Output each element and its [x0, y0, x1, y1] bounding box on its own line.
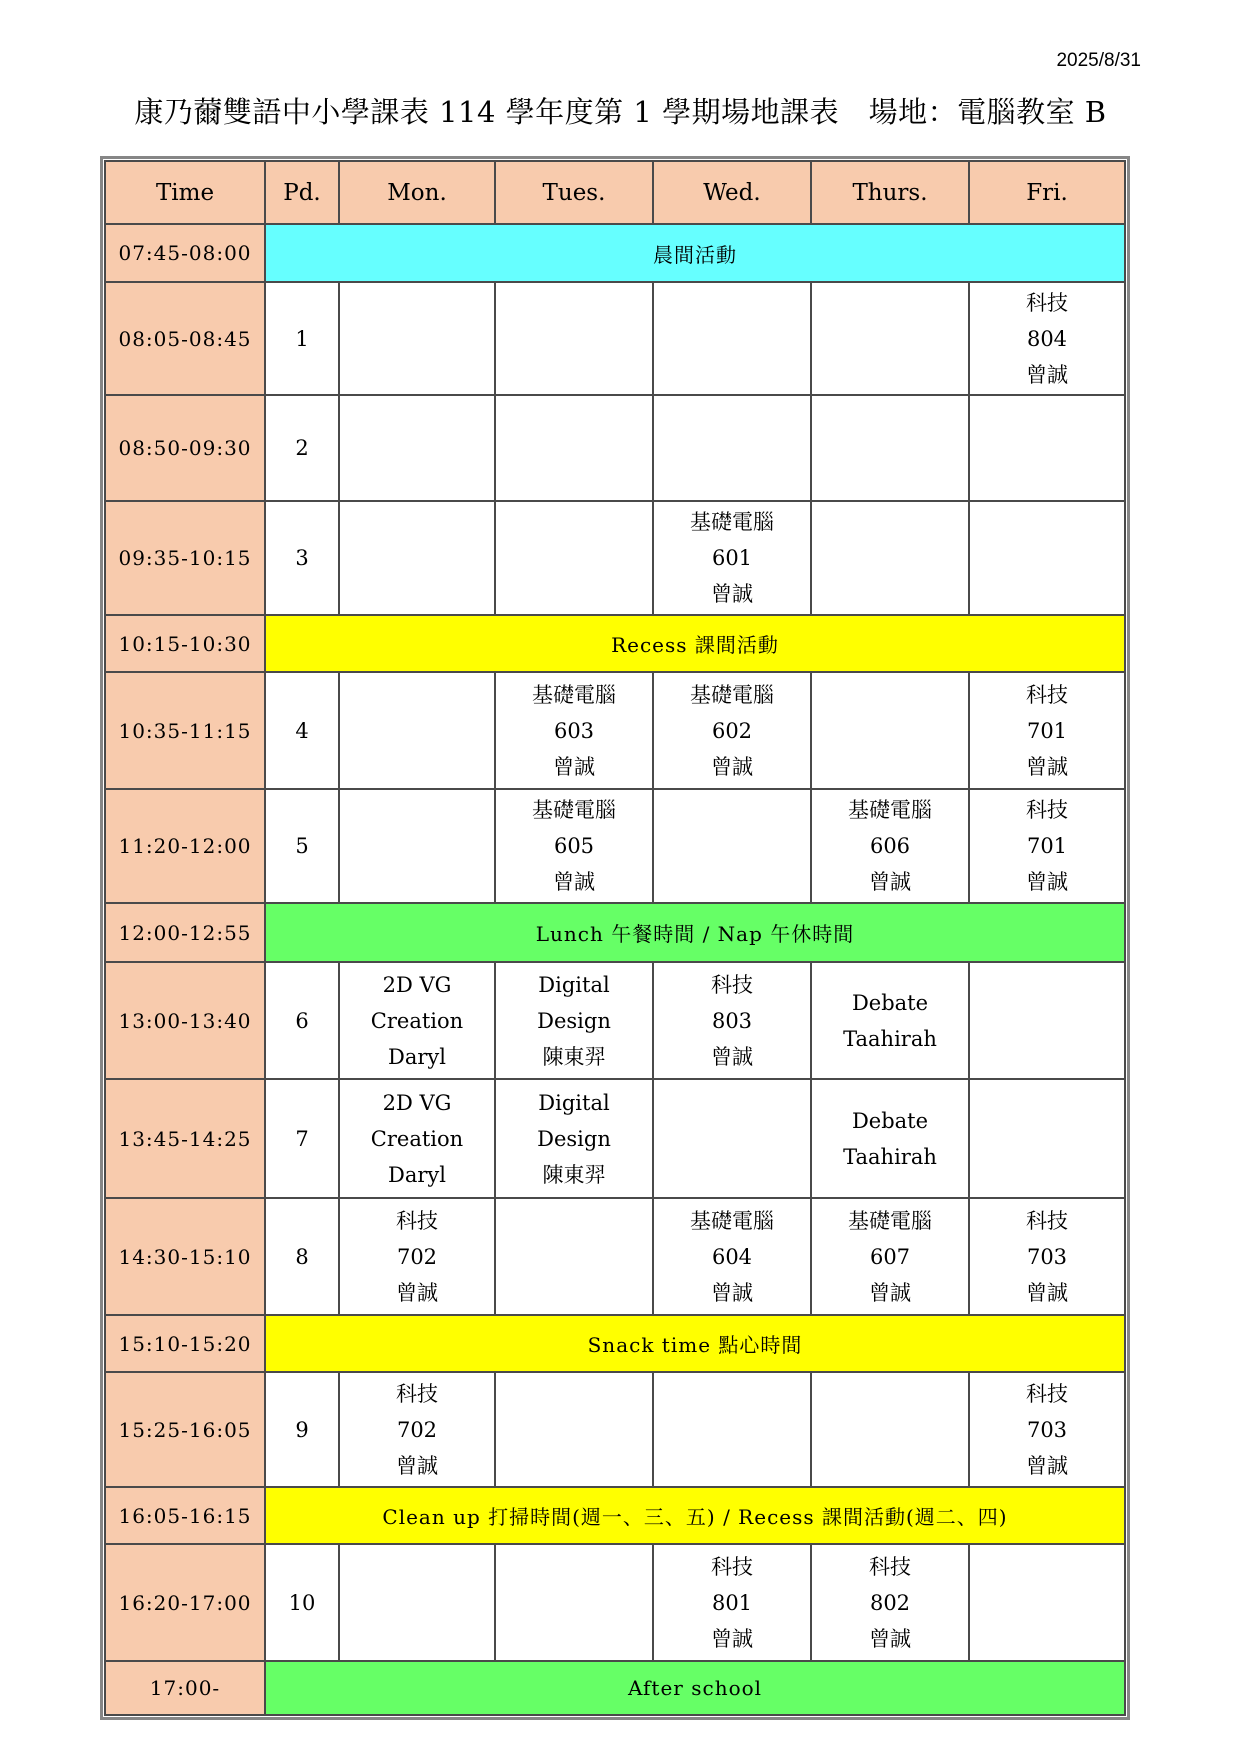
course-line: 703 — [1026, 1244, 1068, 1269]
course-line: Taahirah — [843, 1026, 937, 1051]
period-number-cell: 8 — [265, 1198, 339, 1315]
course-cell-thurs — [811, 1198, 969, 1315]
course-line: Creation — [370, 1008, 464, 1033]
course-cell-mon — [339, 501, 495, 615]
course-line: 607 — [869, 1244, 911, 1269]
course-cell-thurs — [811, 672, 969, 789]
course-cell-thurs — [811, 789, 969, 903]
course-line: 804 — [1026, 326, 1068, 351]
course-cell-wed — [653, 282, 811, 395]
course-line: 科技 — [396, 1208, 438, 1233]
course-line: 605 — [553, 834, 595, 858]
period-row — [105, 501, 1125, 615]
time-cell: 09:35-10:15 — [105, 501, 265, 615]
course-cell-thurs — [811, 501, 969, 615]
time-cell: 17:00- — [105, 1661, 265, 1715]
column-header-tues: Tues. — [495, 161, 653, 224]
banner-cell: Lunch 午餐時間 / Nap 午休時間 — [265, 903, 1125, 962]
course-line: 科技 — [1026, 1208, 1068, 1233]
course-line: 陳東羿 — [542, 1044, 606, 1069]
course-line: 曾誠 — [711, 582, 753, 606]
course-cell-wed — [653, 1198, 811, 1315]
course-cell-tues — [495, 1198, 653, 1315]
course-line: 基礎電腦 — [690, 1208, 774, 1233]
course-line: Design — [537, 1126, 611, 1151]
course-line: 科技 — [396, 1381, 438, 1406]
course-cell-fri — [969, 1079, 1125, 1198]
time-cell: 16:05-16:15 — [105, 1487, 265, 1544]
course-cell-mon — [339, 1544, 495, 1661]
period-number-cell: 9 — [265, 1372, 339, 1487]
course-line: 曾誠 — [869, 1626, 911, 1651]
course-cell-tues — [495, 789, 653, 903]
course-line: 603 — [553, 718, 595, 743]
course-cell-mon — [339, 395, 495, 501]
course-cell-wed — [653, 789, 811, 903]
course-cell-wed — [653, 962, 811, 1079]
course-line: 801 — [711, 1590, 753, 1615]
period-row — [105, 962, 1125, 1079]
course-line: 601 — [711, 546, 753, 570]
course-cell-tues — [495, 282, 653, 395]
course-line: Debate — [851, 990, 929, 1015]
period-row — [105, 395, 1125, 501]
banner-row — [105, 1487, 1125, 1544]
course-line: 曾誠 — [553, 754, 595, 779]
course-line: 科技 — [869, 1554, 911, 1579]
time-cell: 11:20-12:00 — [105, 789, 265, 903]
course-line: Creation — [370, 1126, 464, 1151]
time-cell: 07:45-08:00 — [105, 224, 265, 282]
course-line: 701 — [1026, 834, 1068, 858]
banner-row — [105, 224, 1125, 282]
course-line: 基礎電腦 — [848, 1208, 932, 1233]
course-cell-fri — [969, 962, 1125, 1079]
time-cell: 16:20-17:00 — [105, 1544, 265, 1661]
course-line: 曾誠 — [396, 1453, 438, 1478]
time-cell: 08:05-08:45 — [105, 282, 265, 395]
course-cell-tues — [495, 1544, 653, 1661]
course-cell-tues — [495, 672, 653, 789]
course-line: 科技 — [711, 1554, 753, 1579]
course-line: 曾誠 — [1026, 754, 1068, 779]
period-number-cell: 10 — [265, 1544, 339, 1661]
course-cell-tues — [495, 501, 653, 615]
course-cell-mon — [339, 789, 495, 903]
period-number-cell: 3 — [265, 501, 339, 615]
course-line: 基礎電腦 — [848, 798, 932, 822]
course-line: 702 — [396, 1244, 438, 1269]
course-line: 曾誠 — [711, 1044, 753, 1069]
banner-cell: Snack time 點心時間 — [265, 1315, 1125, 1372]
course-line: 802 — [869, 1590, 911, 1615]
course-cell-tues — [495, 1079, 653, 1198]
period-number-cell: 2 — [265, 395, 339, 501]
course-line: 2D VG — [382, 1090, 452, 1115]
course-cell-thurs — [811, 395, 969, 501]
banner-row — [105, 903, 1125, 962]
course-cell-mon — [339, 962, 495, 1079]
course-line: 703 — [1026, 1417, 1068, 1442]
course-cell-wed — [653, 1372, 811, 1487]
course-line: Debate — [851, 1108, 929, 1133]
course-line: 曾誠 — [869, 870, 911, 894]
course-line: 2D VG — [382, 972, 452, 997]
time-cell: 10:15-10:30 — [105, 615, 265, 672]
course-cell-fri — [969, 282, 1125, 395]
banner-cell: Clean up 打掃時間(週一、三、五) / Recess 課間活動(週二、四) — [265, 1487, 1125, 1544]
banner-row — [105, 1315, 1125, 1372]
course-cell-mon — [339, 282, 495, 395]
course-line: 曾誠 — [553, 870, 595, 894]
course-line: 曾誠 — [711, 1280, 753, 1305]
banner-row — [105, 1661, 1125, 1715]
time-cell: 12:00-12:55 — [105, 903, 265, 962]
course-line: 基礎電腦 — [532, 682, 616, 707]
period-row — [105, 672, 1125, 789]
course-line: Digital — [538, 972, 610, 997]
course-line: 803 — [711, 1008, 753, 1033]
course-cell-tues — [495, 395, 653, 501]
column-header-time: Time — [105, 161, 265, 224]
course-line: 曾誠 — [1026, 1453, 1068, 1478]
banner-row — [105, 615, 1125, 672]
time-cell: 13:45-14:25 — [105, 1079, 265, 1198]
column-header-fri: Fri. — [969, 161, 1125, 224]
course-cell-fri — [969, 789, 1125, 903]
period-number-cell: 7 — [265, 1079, 339, 1198]
course-line: 701 — [1026, 718, 1068, 743]
banner-cell: After school — [265, 1661, 1125, 1715]
course-cell-mon — [339, 672, 495, 789]
period-row — [105, 1544, 1125, 1661]
time-cell: 15:10-15:20 — [105, 1315, 265, 1372]
time-cell: 13:00-13:40 — [105, 962, 265, 1079]
course-line: 602 — [711, 718, 753, 743]
course-cell-fri — [969, 1198, 1125, 1315]
course-cell-fri — [969, 1544, 1125, 1661]
course-cell-tues — [495, 962, 653, 1079]
course-line: 曾誠 — [1026, 1280, 1068, 1305]
course-cell-wed — [653, 1079, 811, 1198]
period-row — [105, 1079, 1125, 1198]
timetable-table — [104, 160, 1126, 1716]
document-date: 2025/8/31 — [1056, 50, 1141, 71]
course-line: 科技 — [1026, 1381, 1068, 1406]
course-line: 606 — [869, 834, 911, 858]
course-cell-tues — [495, 1372, 653, 1487]
course-cell-mon — [339, 1372, 495, 1487]
page-title: 康乃薾雙語中小學課表 114 學年度第 1 學期場地課表 場地：電腦教室 B — [134, 95, 1107, 129]
course-cell-wed — [653, 1544, 811, 1661]
period-row — [105, 789, 1125, 903]
course-cell-thurs — [811, 1372, 969, 1487]
course-line: 基礎電腦 — [690, 510, 774, 534]
course-line: 基礎電腦 — [532, 798, 616, 822]
time-cell: 08:50-09:30 — [105, 395, 265, 501]
course-line: 604 — [711, 1244, 753, 1269]
course-cell-thurs — [811, 962, 969, 1079]
course-line: Taahirah — [843, 1144, 937, 1169]
course-line: 曾誠 — [1026, 362, 1068, 387]
timetable — [100, 156, 1130, 1720]
course-line: 基礎電腦 — [690, 682, 774, 707]
time-cell: 10:35-11:15 — [105, 672, 265, 789]
course-line: Design — [537, 1008, 611, 1033]
banner-cell: 晨間活動 — [265, 224, 1125, 282]
course-line: 曾誠 — [711, 754, 753, 779]
course-cell-fri — [969, 1372, 1125, 1487]
course-cell-fri — [969, 395, 1125, 501]
column-header-wed: Wed. — [653, 161, 811, 224]
course-cell-thurs — [811, 1544, 969, 1661]
column-header-mon: Mon. — [339, 161, 495, 224]
course-line: 科技 — [1026, 798, 1068, 822]
column-header-pd: Pd. — [265, 161, 339, 224]
banner-cell: Recess 課間活動 — [265, 615, 1125, 672]
course-line: 曾誠 — [869, 1280, 911, 1305]
period-number-cell: 4 — [265, 672, 339, 789]
course-cell-thurs — [811, 1079, 969, 1198]
period-row — [105, 1198, 1125, 1315]
course-line: 702 — [396, 1417, 438, 1442]
course-cell-mon — [339, 1079, 495, 1198]
course-cell-wed — [653, 501, 811, 615]
course-line: 陳東羿 — [542, 1162, 606, 1187]
course-cell-fri — [969, 501, 1125, 615]
course-cell-mon — [339, 1198, 495, 1315]
period-number-cell: 1 — [265, 282, 339, 395]
course-cell-wed — [653, 672, 811, 789]
course-cell-fri — [969, 672, 1125, 789]
period-number-cell: 5 — [265, 789, 339, 903]
time-cell: 14:30-15:10 — [105, 1198, 265, 1315]
course-cell-wed — [653, 395, 811, 501]
course-line: Daryl — [388, 1162, 446, 1187]
course-line: 曾誠 — [711, 1626, 753, 1651]
course-line: Daryl — [388, 1044, 446, 1069]
course-line: 科技 — [1026, 682, 1068, 707]
course-line: 曾誠 — [1026, 870, 1068, 894]
course-cell-thurs — [811, 282, 969, 395]
course-line: 曾誠 — [396, 1280, 438, 1305]
column-header-thurs: Thurs. — [811, 161, 969, 224]
time-cell: 15:25-16:05 — [105, 1372, 265, 1487]
period-row — [105, 282, 1125, 395]
timetable-header-row — [105, 161, 1125, 224]
course-line: Digital — [538, 1090, 610, 1115]
period-row — [105, 1372, 1125, 1487]
course-line: 科技 — [1026, 290, 1068, 315]
period-number-cell: 6 — [265, 962, 339, 1079]
course-line: 科技 — [711, 972, 753, 997]
